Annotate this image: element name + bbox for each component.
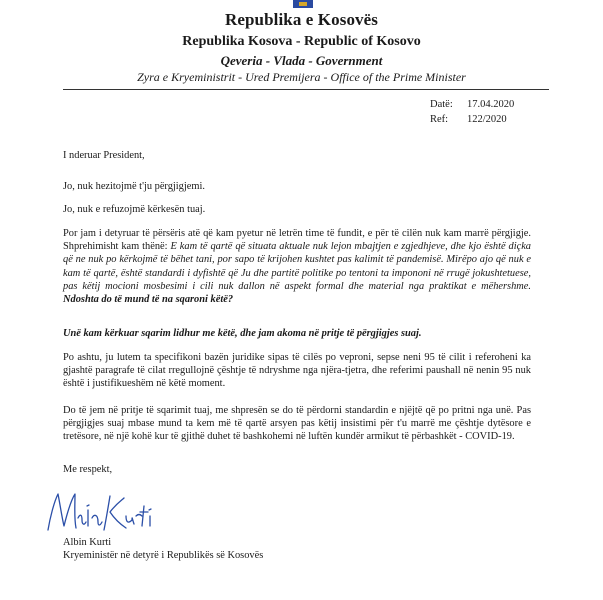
paragraph-3-quote: E kam të qartë që situata aktuale nuk lejon mbajtjen e zgjedhjeve, dhe kjo është diçka që ne nuk po kërkojmë të bëhet tani, por sapo të krijohen kushtet pas kalimit të pandemisë. Mirëpo ajo që nuk e kam të qartë, është standardi i dyfishtë që Ju dhe partitë politike po tentoni ta impononi në rrugë jokushtetuese, pas këtij mocioni mosbesimi i cili nuk dallon në aspekt formal dhe material nga praktikat e mëhershme. (63, 241, 531, 292)
date-row (430, 97, 514, 112)
letterhead-government: Qeveria - Vlada - Government (220, 53, 383, 68)
ref-row (430, 112, 514, 127)
paragraph-1: Jo, nuk hezitojmë t'ju përgjigjemi. (63, 181, 205, 192)
letterhead (0, 0, 603, 95)
letterhead-office: Zyra e Kryeministrit - Ured Premijera - Office of the Prime Minister (137, 70, 466, 84)
header-divider (63, 89, 549, 90)
handwritten-signature (40, 488, 160, 538)
letterhead-subtitle: Republika Kosova - Republic of Kosovo (182, 34, 421, 49)
letterhead-title: Republika e Kosovës (224, 10, 379, 29)
paragraph-3-intro: Por jam i detyruar të përsëris atë që kam pyetur në letrën time të fundit, e për të cilën nuk kam marrë përgjigje. Shprehimisht kam thënë: (63, 228, 531, 253)
paragraph-2: Jo, nuk e refuzojmë kërkesën tuaj. (63, 204, 206, 215)
coat-of-arms-icon (289, 0, 317, 8)
reference-block (430, 97, 514, 127)
paragraph-4: Unë kam kërkuar sqarim lidhur me këtë, dhe jam akoma në pritje të përgjigjes suaj. (63, 328, 422, 339)
date-label: Datë: (430, 99, 453, 110)
paragraph-5: Po ashtu, ju lutem ta specifikoni bazën juridike sipas të cilës po veproni, sepse neni 95 të cilit i referoheni ka gjashtë paragrafe të cilat rregullojnë çështje të ndryshme nga njëra-tjetra, dhe referimi paushall në nenin 95 nuk është i justifikueshëm në këtë moment. (63, 352, 531, 390)
ref-value: 122/2020 (467, 114, 507, 125)
paragraph-6: Do të jem në pritje të sqarimit tuaj, me shpresën se do të përdorni standardin e njëjtë që po pritni nga unë. Pas përgjigjes suaj mbase mund ta kem më të qartë arsyen pas këtij insistimi për t'u marrë me çështje dytësore e tretësore, në një kohë kur të gjithë duhet të bashkohemi në luftën kundër armikut të përbashkët - COVID-19. (63, 405, 531, 443)
salutation: I nderuar President, (63, 150, 145, 161)
closing: Me respekt, (63, 464, 113, 475)
signatory-title: Kryeministër në detyrë i Republikës së Kosovës (63, 550, 264, 561)
date-value: 17.04.2020 (467, 99, 515, 110)
ref-label: Ref: (430, 114, 449, 125)
signatory-name: Albin Kurti (63, 537, 112, 548)
paragraph-3-question: Ndoshta do të mund të na sqaroni këtë? (63, 294, 234, 306)
paragraph-3 (63, 227, 531, 306)
